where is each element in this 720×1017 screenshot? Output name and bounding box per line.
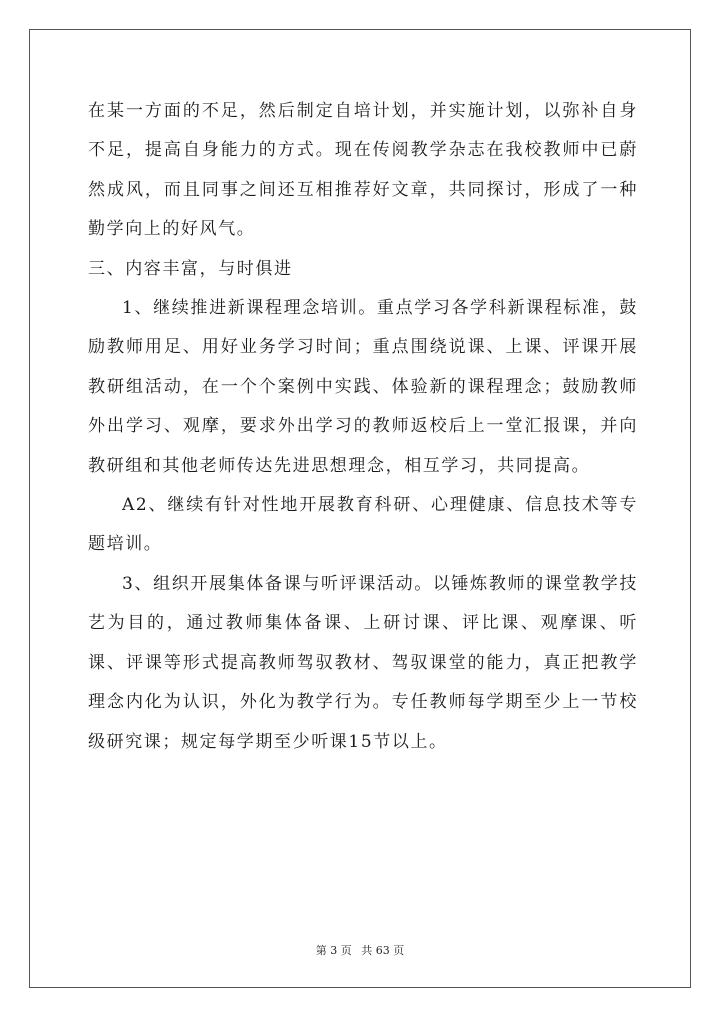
page-footer [0,942,720,958]
paragraph-3: A2、继续有针对性地开展教育科研、心理健康、信息技术等专题培训。 [88,495,638,555]
paragraph-2: 1、继续推进新课程理念培训。重点学习各学科新课程标准，鼓励教师用足、用好业务学习时间；重点围绕说课、上课、评课开展教研组活动，在一个个案例中实践、体验新的课程理念；鼓励教师外出学习、观摩，要求外出学习的教师返校后上一堂汇报课，并向教研组和其他老师传达先进思想理念，相互学习，共同提高。 [88,298,638,476]
page-total: 共 63 页 [361,944,405,957]
section-heading: 三、内容丰富，与时俱进 [88,258,293,279]
paragraph-4: 3、组织开展集体备课与听评课活动。以锤炼教师的课堂教学技艺为目的，通过教师集体备课、上研讨课、评比课、观摩课、听课、评课等形式提高教师驾驭教材、驾驭课堂的能力，真正把教学理念内化为认识，外化为教学行为。专任教师每学期至少上一节校级研究课；规定每学期至少听课15节以上。 [88,573,638,752]
page-number: 第 3 页 [315,944,352,957]
paragraph-1: 在某一方面的不足，然后制定自培计划，并实施计划，以弥补自身不足，提高自身能力的方式。现在传阅教学杂志在我校教师中已蔚然成风，而且同事之间还互相推荐好文章，共同探讨，形成了一种勤学向上的好风气。 [88,101,638,240]
document-body [88,92,638,762]
